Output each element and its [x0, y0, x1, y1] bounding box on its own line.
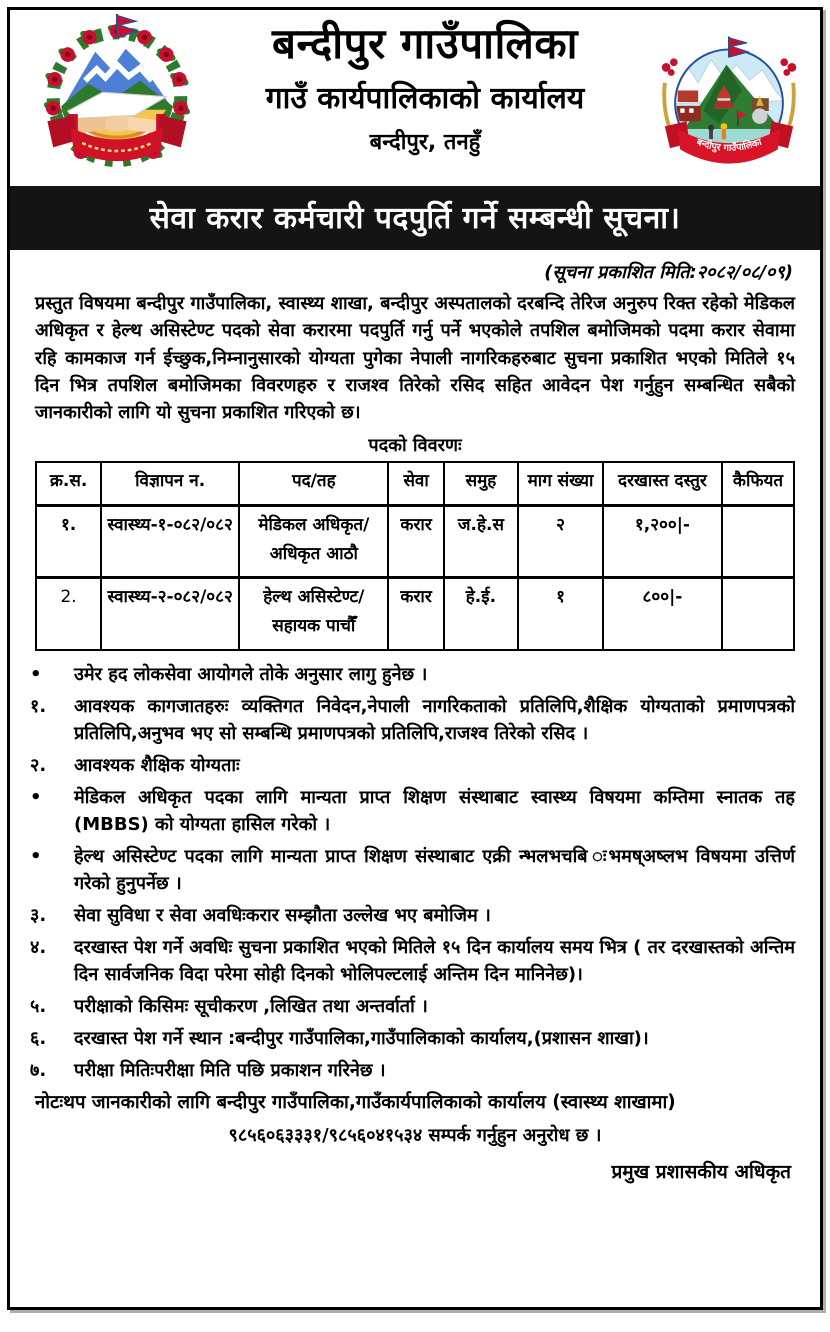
- list-item: [28, 934, 795, 988]
- list-item: [28, 902, 795, 929]
- cell-post: हेल्थ असिस्टेण्ट/ सहायक पाचौँ: [239, 578, 388, 650]
- item-marker: २.: [30, 755, 47, 777]
- notice-title-banner: [10, 186, 820, 250]
- municipality-title: बन्दीपुर गाउँपालिका: [271, 19, 579, 68]
- intro-paragraph: प्रस्तुत विषयमा बन्दीपुर गाउँपालिका, स्वास्थ्य शाखा, बन्दीपुर अस्पतालको दरबन्दि तेरिज अनुरुप रिक्त रहेको मेडिकल अधिकृत र हेल्थ असिस्टेण्ट पदको सेवा करारमा पदपुर्ति गर्नु पर्ने भएकोले तपशिल बमोजिमको पदमा करार सेवामा रहि कामकाज गर्न ईच्छुक,निम्नानुसारको योग्यता पुगेका नेपाली नागरिकहरुबाट सुचना प्रकाशित भएको मितिले १५ दिन भित्र तपशिल बमोजिमका विवरणहरु र राजश्व तिरेको रसिद सहित आवेदन पेश गर्नुहुन सम्बन्धित सबैको जानकारीको लागि यो सुचना प्रकाशित गरिएको छ।: [35, 293, 795, 424]
- list-item: [28, 843, 795, 897]
- item-text: आवश्यक कागजातहरुः व्यक्तिगत निवेदन,नेपाली नागरिकताको प्रतिलिपि,शैक्षिक योग्यताको प्रमाणपत्रको प्रतिलिपि,अनुभव भए सो सम्बन्धि प्रमाणपत्रको प्रतिलिपि,राजश्व तिरेको रसिद ।: [74, 696, 795, 745]
- item-marker: ५.: [30, 996, 47, 1018]
- item-text: हेल्थ असिस्टेण्ट पदका लागि मान्यता प्राप्त शिक्षण संस्थाबाट एक्री न्भलभचबि ःभमष्अष्लभ विषयमा उत्तिर्ण गरेको हुनुपर्नेछ ।: [74, 846, 795, 895]
- item-marker: ६.: [30, 1028, 47, 1050]
- cell-post: मेडिकल अधिकृत/अधिकृत आठौ: [239, 505, 388, 578]
- cell-remarks: [722, 505, 794, 578]
- table-caption: पदको विवरणः: [368, 434, 462, 456]
- document-frame: [7, 7, 823, 1310]
- item-text: सेवा सुविधा र सेवा अवधिःकरार सम्झौता उल्लेख भए बमोजिम ।: [74, 905, 491, 927]
- cell-group: ज.हे.स: [444, 505, 518, 578]
- item-text: दरखास्त पेश गर्ने स्थान :बन्दीपुर गाउँपालिका,गाउँपालिकाको कार्यालय,(प्रशासन शाखा)।: [74, 1028, 649, 1050]
- right-logo-ribbon-text: बन्दीपुर गाउँपालिका: [694, 136, 764, 154]
- office-address: बन्दीपुर, तनहुँ: [369, 130, 481, 156]
- positions-table: [35, 461, 795, 651]
- item-text: दरखास्त पेश गर्ने अवधिः सुचना प्रकाशित भएको मितिले १५ दिन कार्यालय समय भित्र ( तर दरखास्तको अन्तिम दिन सार्वजनिक विदा परेमा सोही दिनको भोलिपल्टलाई अन्तिम दिन मानिनेछ)।: [74, 937, 795, 986]
- list-item: [28, 661, 795, 688]
- published-date: (सूचना प्रकाशित मिति:२०८२/०८/०९): [544, 262, 793, 283]
- table-row: [36, 505, 794, 578]
- letterhead: [10, 10, 820, 186]
- cell-remarks: [722, 578, 794, 650]
- nepal-government-emblem-icon: [30, 14, 204, 188]
- item-text: परीक्षा मितिःपरीक्षा मिति पछि प्रकाशन गरिनेछ ।: [74, 1060, 386, 1082]
- conditions-list: [28, 661, 795, 1084]
- item-marker: ४.: [30, 937, 47, 959]
- list-item: [28, 993, 795, 1020]
- list-item: [28, 784, 795, 838]
- notice-title: सेवा करार कर्मचारी पदपुर्ति गर्ने सम्बन्धी सूचना।: [149, 201, 681, 236]
- notice-body: [10, 250, 820, 1184]
- item-marker: १.: [30, 696, 47, 718]
- item-text: मेडिकल अधिकृत पदका लागि मान्यता प्राप्त शिक्षण संस्थाबाट स्वास्थ्य विषयमा कम्तिमा स्नातक तह (MBBS) को योग्यता हासिल गरेको ।: [74, 787, 795, 836]
- cell-advertisement: स्वास्थ्य-२-०८२/०८२: [101, 578, 239, 650]
- cell-demand: १: [518, 578, 603, 650]
- list-item: [28, 693, 795, 747]
- col-header-post: पद/तह: [239, 462, 388, 505]
- list-item: [28, 752, 795, 779]
- cell-group: हे.ई.: [444, 578, 518, 650]
- item-text: आवश्यक शैक्षिक योग्यताः: [74, 755, 240, 777]
- bandipur-municipality-emblem-icon: [652, 34, 806, 188]
- office-subtitle: गाउँ कार्यपालिकाको कार्यालय: [265, 81, 585, 117]
- col-header-fee: दरखास्त दस्तुर: [603, 462, 722, 505]
- cell-serial: १.: [36, 505, 101, 578]
- cell-service: करार: [388, 578, 443, 650]
- item-marker: ७.: [30, 1060, 47, 1082]
- signature-title: प्रमुख प्रशासकीय अधिकृत: [611, 1161, 791, 1184]
- col-header-group: समुह: [444, 462, 518, 505]
- item-marker: •: [30, 664, 42, 686]
- col-header-service: सेवा: [388, 462, 443, 505]
- note-line: नोटःथप जानकारीको लागि बन्दीपुर गाउँपालिका,गाउँकार्यपालिकाको कार्यालय (स्वास्थ्य शाखामा): [35, 1092, 676, 1114]
- table-row: [36, 578, 794, 650]
- col-header-serial: क्र.स.: [36, 462, 101, 505]
- col-header-advertisement: विज्ञापन न.: [101, 462, 239, 505]
- col-header-remarks: कैफियत: [722, 462, 794, 505]
- col-header-demand: माग संख्या: [518, 462, 603, 505]
- cell-advertisement: स्वास्थ्य-१-०८२/०८२: [101, 505, 239, 578]
- header-text-block: [205, 20, 645, 156]
- cell-fee: १,२००|-: [603, 505, 722, 578]
- item-marker: •: [30, 846, 42, 868]
- table-header-row: [36, 462, 794, 505]
- cell-service: करार: [388, 505, 443, 578]
- item-text: परीक्षाको किसिमः सूचीकरण ,लिखित तथा अन्तर्वार्ता ।: [74, 996, 428, 1018]
- list-item: [28, 1057, 795, 1084]
- list-item: [28, 1025, 795, 1052]
- cell-fee: ८००|-: [603, 578, 722, 650]
- cell-serial: 2.: [36, 578, 101, 650]
- contact-line: ९८५६०६३३३१/९८५६०४१५३४ सम्पर्क गर्नुहुन अनुरोध छ ।: [228, 1125, 602, 1147]
- item-marker: ३.: [30, 905, 47, 927]
- cell-demand: २: [518, 505, 603, 578]
- item-marker: •: [30, 787, 42, 809]
- item-text: उमेर हद लोकसेवा आयोगले तोके अनुसार लागु हुनेछ ।: [74, 664, 428, 686]
